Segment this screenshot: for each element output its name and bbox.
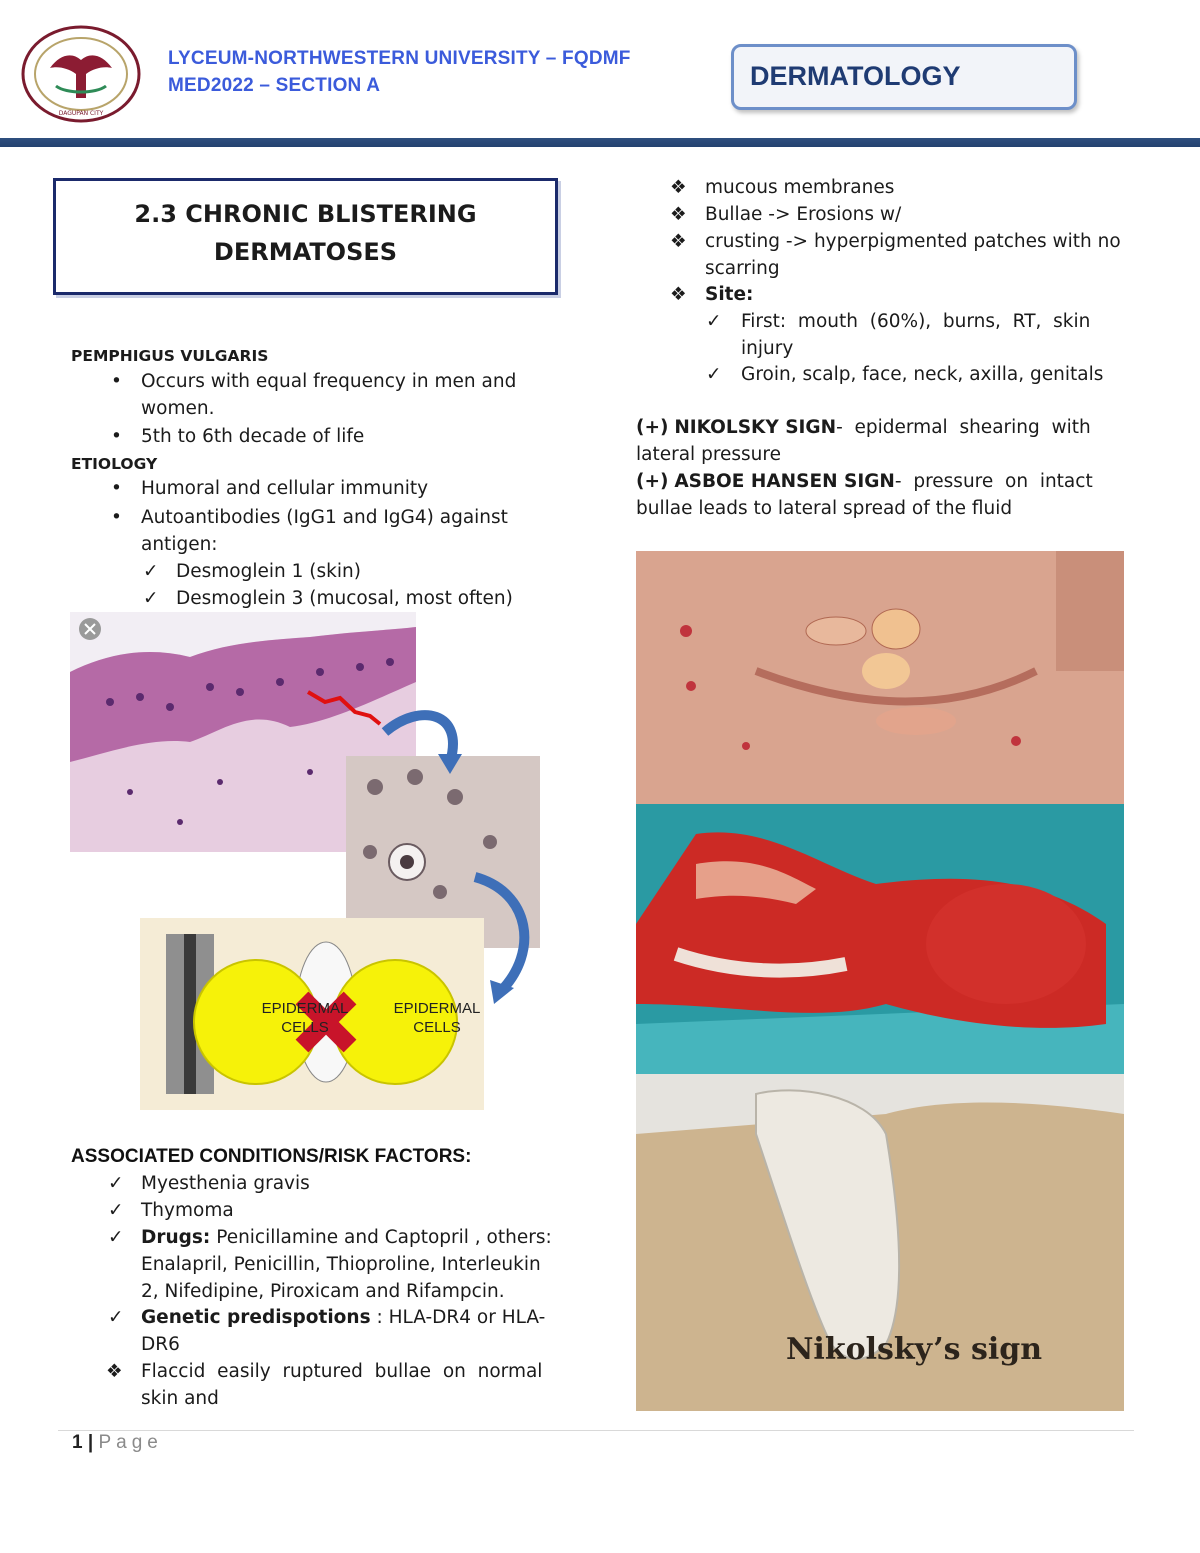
drugs-text-1: Penicillamine and Captopril , others:: [210, 1227, 552, 1248]
asboe-hansen-line1: [636, 469, 1129, 496]
diamond-bullet-icon: ❖: [670, 204, 687, 225]
pathology-figure: [70, 612, 540, 1112]
nikolsky-label: NIKOLSKY SIGN: [674, 417, 837, 438]
epidermal-cells-label-left: EPIDERMAL CELLS: [261, 1000, 349, 1036]
class-section: MED2022 – SECTION A: [168, 75, 381, 96]
check-icon: ✓: [108, 1200, 124, 1221]
asboe-hansen-line2: bullae leads to lateral spread of the fluid: [636, 498, 1013, 519]
asboe-prefix: (+): [636, 471, 669, 492]
diamond-bullet-icon: ❖: [670, 177, 687, 198]
risk-item-thymoma: Thymoma: [141, 1200, 234, 1221]
nikolsky-sign-line1: [636, 415, 1129, 442]
etiology-item-2a: Autoantibodies (IgG1 and IgG4) against: [141, 507, 508, 528]
genetic-label: Genetic predispotions: [141, 1307, 371, 1328]
risk-item-drugs-line3: 2, Nifedipine, Piroxicam and Rifampcin.: [141, 1281, 505, 1302]
page-word: Page: [98, 1432, 163, 1453]
check-icon: ✓: [108, 1307, 124, 1328]
right-bullet-crusting: crusting -> hyperpigmented patches with no: [705, 231, 1121, 252]
site-item-second: Groin, scalp, face, neck, axilla, genitals: [741, 364, 1104, 385]
svg-text:DAGUPAN CITY: DAGUPAN CITY: [58, 110, 104, 117]
check-icon: ✓: [143, 588, 159, 609]
risk-item-genetic-line1: [141, 1305, 563, 1332]
nikolsky-photo-caption: Nikolsky’s sign: [786, 1332, 1043, 1367]
nikolsky-prefix: (+): [636, 417, 669, 438]
risk-factors-heading: ASSOCIATED CONDITIONS/RISK FACTORS:: [71, 1146, 472, 1167]
university-name: LYCEUM-NORTHWESTERN UNIVERSITY – FQDMF: [168, 48, 631, 69]
department-title: DERMATOLOGY: [750, 61, 961, 91]
check-icon: ✓: [706, 311, 722, 332]
etiology-sub-1: Desmoglein 1 (skin): [176, 561, 361, 582]
right-bullet-mucous: mucous membranes: [705, 177, 895, 198]
topic-title-line2: DERMATOSES: [213, 238, 398, 266]
risk-item-drugs-line2: Enalapril, Penicillin, Thioproline, Interleukin: [141, 1254, 541, 1275]
check-icon: ✓: [108, 1227, 124, 1248]
page-number: [72, 1432, 163, 1454]
epidermal-cells-label-right: EPIDERMAL CELLS: [393, 1000, 481, 1036]
university-logo: [20, 24, 142, 124]
topic-title-line1: 2.3 CHRONIC BLISTERING: [134, 200, 477, 228]
right-bullet-bullae: Bullae -> Erosions w/: [705, 204, 902, 225]
etiology-bullet-1-dot: •: [111, 478, 122, 499]
bullae-torso-photo: [636, 551, 1124, 805]
asboe-text-1: - pressure on intact: [894, 471, 1093, 492]
site-label: Site:: [705, 284, 754, 305]
nikolsky-text-1: - epidermal shearing with: [836, 417, 1091, 438]
header-divider: [0, 138, 1200, 147]
etiology-heading: ETIOLOGY: [71, 455, 158, 473]
diamond-bullet-icon: ❖: [670, 284, 687, 305]
etiology-item-2b: antigen:: [141, 534, 218, 555]
footer-divider: [58, 1430, 1134, 1431]
pemphigus-bullet-2-dot: •: [111, 426, 122, 447]
genetic-text-1: : HLA-DR4 or HLA-: [370, 1307, 546, 1328]
nikolsky-sign-line2: lateral pressure: [636, 444, 781, 465]
pemphigus-item-1b: women.: [141, 398, 215, 419]
drugs-label: Drugs:: [141, 1227, 211, 1248]
site-item-first-cont: injury: [741, 338, 794, 359]
risk-item-genetic-line2: DR6: [141, 1334, 180, 1355]
etiology-bullet-2-dot: •: [111, 507, 122, 528]
diamond-bullet-icon: ❖: [106, 1361, 123, 1382]
pemphigus-item-1a: Occurs with equal frequency in men and: [141, 371, 517, 392]
page-separator: |: [87, 1432, 94, 1453]
risk-item-myasthenia: Myesthenia gravis: [141, 1173, 310, 1194]
risk-item-drugs-line1: [141, 1225, 563, 1252]
pemphigus-bullet-1-dot: •: [111, 371, 122, 392]
etiology-sub-2: Desmoglein 3 (mucosal, most often): [176, 588, 513, 609]
pemphigus-heading: PEMPHIGUS VULGARIS: [71, 347, 269, 365]
diamond-bullet-icon: ❖: [670, 231, 687, 252]
check-icon: ✓: [143, 561, 159, 582]
page-number-value: 1: [72, 1432, 83, 1453]
pemphigus-item-2: 5th to 6th decade of life: [141, 426, 365, 447]
topic-title-box: [53, 178, 558, 295]
nikolsky-sign-photo: [636, 1074, 1124, 1411]
check-icon: ✓: [108, 1173, 124, 1194]
denuded-leg-photo: [636, 804, 1124, 1074]
flaccid-bullae-line1: Flaccid easily ruptured bullae on normal: [141, 1361, 543, 1382]
department-box: [731, 44, 1077, 110]
flaccid-bullae-line2: skin and: [141, 1388, 219, 1409]
asboe-label: ASBOE HANSEN SIGN: [674, 471, 895, 492]
right-bullet-scarring: scarring: [705, 258, 780, 279]
etiology-item-1: Humoral and cellular immunity: [141, 478, 429, 499]
site-item-first: First: mouth (60%), burns, RT, skin: [741, 311, 1091, 332]
check-icon: ✓: [706, 364, 722, 385]
